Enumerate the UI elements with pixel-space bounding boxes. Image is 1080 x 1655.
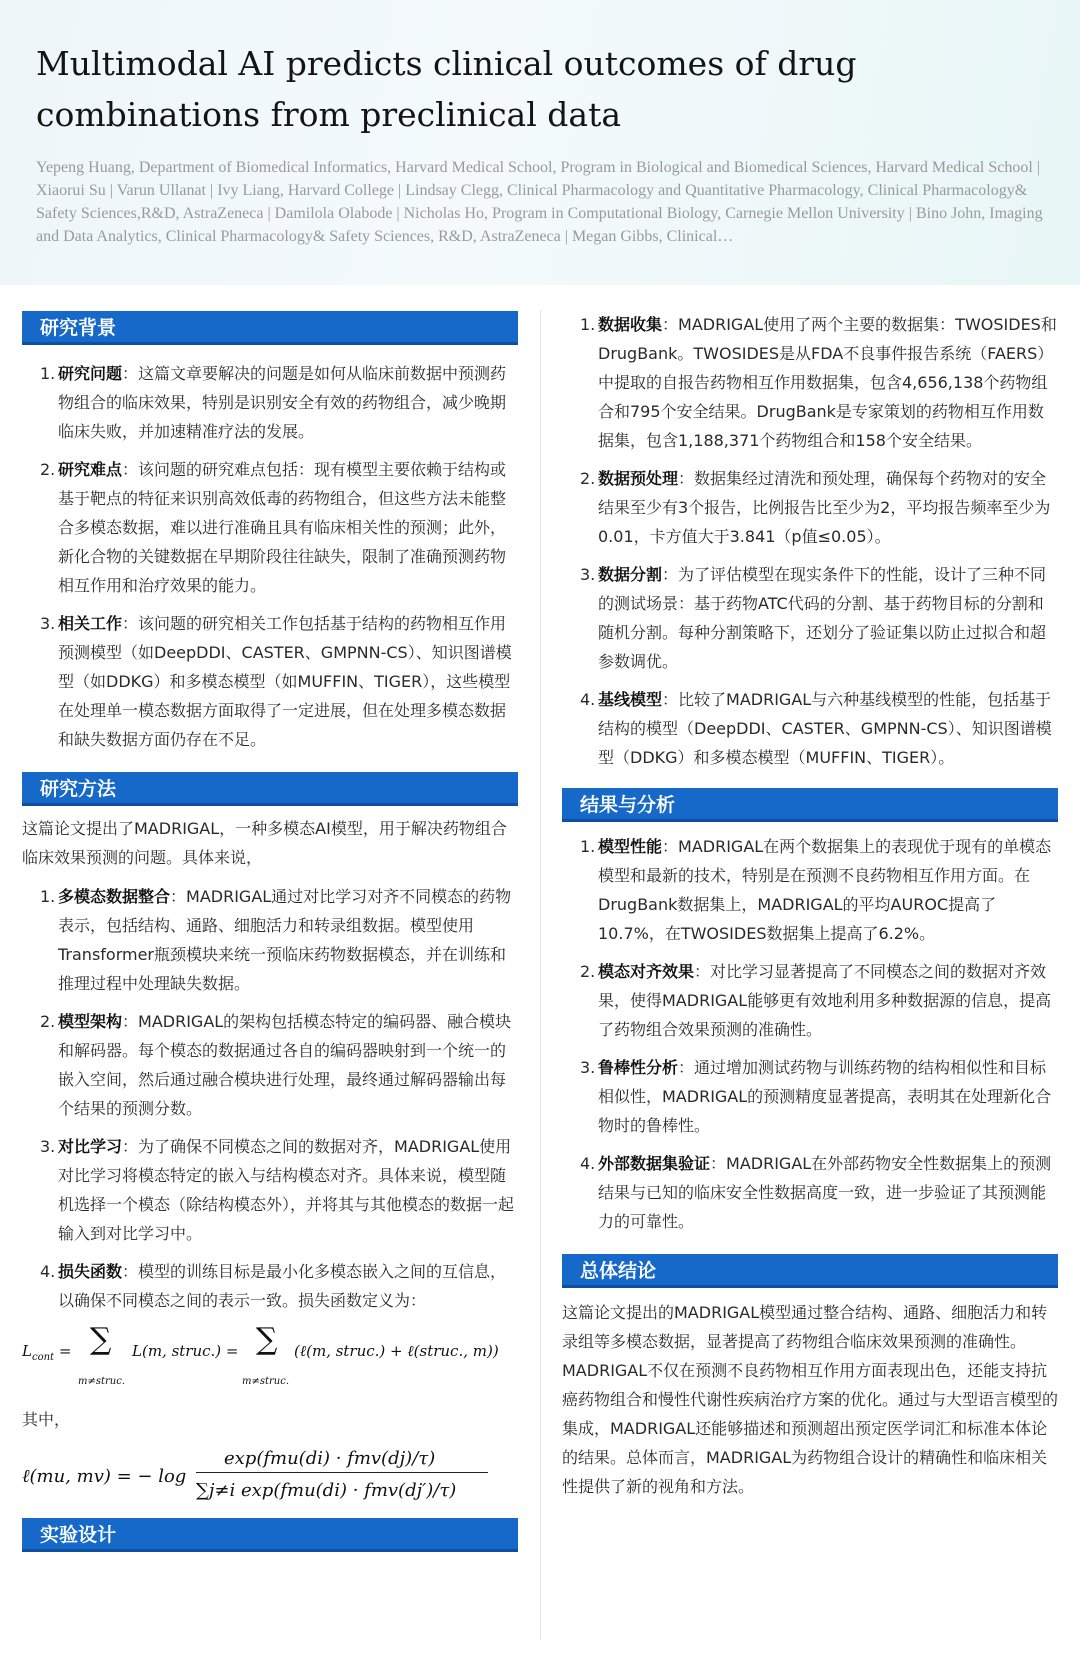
experiment-continued bbox=[562, 310, 1058, 772]
section-heading: 研究背景 bbox=[22, 311, 518, 345]
item-number: 2. bbox=[40, 1012, 56, 1031]
section-heading: 总体结论 bbox=[562, 1254, 1058, 1288]
list-item bbox=[22, 455, 518, 600]
formula-lhs-sub: cont bbox=[31, 1352, 55, 1363]
item-number: 4. bbox=[580, 1154, 596, 1173]
sum-symbol: ∑ bbox=[90, 1322, 112, 1357]
results-list bbox=[562, 832, 1058, 1236]
list-item bbox=[562, 1053, 1058, 1140]
list-item bbox=[562, 310, 1058, 455]
list-item bbox=[562, 832, 1058, 948]
section-methods bbox=[22, 772, 518, 1510]
item-label: 外部数据集验证 bbox=[598, 1154, 711, 1173]
list-item bbox=[562, 957, 1058, 1044]
item-label: 多模态数据整合 bbox=[58, 887, 171, 906]
list-item bbox=[562, 1149, 1058, 1236]
item-text: ：MADRIGAL使用了两个主要的数据集：TWOSIDES和DrugBank。TWOSIDES是从FDA不良事件报告系统（FAERS）中提取的自报告药物相互作用数据集，包含4,656,138个药物组合和795个安全结果。DrugBank是专家策划的药物相互作用数据集，包含1,188,371个药物组合和158个安全结果。 bbox=[598, 315, 1057, 450]
section-heading: 结果与分析 bbox=[562, 788, 1058, 822]
column-divider bbox=[540, 310, 541, 1640]
item-label: 模态对齐效果 bbox=[598, 962, 695, 981]
item-number: 2. bbox=[580, 962, 596, 981]
paper-title: Multimodal AI predicts clinical outcomes of drug combinations from preclinical data bbox=[36, 44, 857, 134]
item-text: ：比较了MADRIGAL与六种基线模型的性能，包括基于结构的模型（DeepDDI、CASTER、GMPNN-CS）、知识图谱模型（DDKG）和多模态模型（MUFFIN、TIGER）。 bbox=[598, 690, 1052, 767]
item-label: 数据分割 bbox=[598, 565, 663, 584]
list-item bbox=[22, 1257, 518, 1315]
contrastive-loss-formula bbox=[22, 1322, 518, 1389]
item-number: 3. bbox=[580, 1058, 596, 1077]
list-item bbox=[22, 1132, 518, 1248]
formula-eq: = bbox=[58, 1342, 72, 1360]
section-heading: 实验设计 bbox=[22, 1518, 518, 1552]
item-text: ：这篇文章要解决的问题是如何从临床前数据中预测药物组合的临床效果，特别是识别安全有效的药物组合，减少晚期临床失败，并加速精准疗法的发展。 bbox=[58, 364, 507, 441]
pairwise-loss-formula bbox=[22, 1440, 518, 1510]
formula-denominator: ∑j≠i exp(fmu(di) · fmv(dj′)/τ) bbox=[196, 1480, 457, 1501]
item-number: 4. bbox=[580, 690, 596, 709]
section-background bbox=[22, 311, 518, 754]
item-label: 研究难点 bbox=[58, 460, 123, 479]
formula-lhs: ℓ(mu, mv) = − log bbox=[22, 1466, 187, 1487]
item-label: 模型性能 bbox=[598, 837, 663, 856]
item-text: ：该问题的研究相关工作包括基于结构的药物相互作用预测模型（如DeepDDI、CASTER、GMPNN-CS）、知识图谱模型（如DDKG）和多模态模型（如MUFFIN、TIGER），这些模型在处理单一模态数据方面取得了一定进展，但在处理多模态数据和缺失数据方面仍存在不足。 bbox=[58, 614, 512, 749]
item-label: 数据预处理 bbox=[598, 469, 679, 488]
item-text: ：MADRIGAL的架构包括模态特定的编码器、融合模块和解码器。每个模态的数据通过各自的编码器映射到一个统一的嵌入空间，然后通过融合模块进行处理，最终通过解码器输出每个结果的预测分数。 bbox=[58, 1012, 512, 1118]
list-item bbox=[562, 560, 1058, 676]
item-number: 4. bbox=[40, 1262, 56, 1281]
item-text: ：为了确保不同模态之间的数据对齐，MADRIGAL使用对比学习将模态特定的嵌入与结构模态对齐。具体来说，模型随机选择一个模态（除结构模态外），并将其与其他模态的数据一起输入到对比学习中。 bbox=[58, 1137, 515, 1243]
sum-subscript: m≠struc. bbox=[78, 1376, 126, 1387]
list-item bbox=[22, 609, 518, 754]
item-label: 鲁棒性分析 bbox=[598, 1058, 679, 1077]
item-number: 1. bbox=[580, 315, 596, 334]
formula-term2: (ℓ(m, struc.) + ℓ(struc., m)) bbox=[294, 1342, 499, 1360]
fraction-bar bbox=[196, 1472, 488, 1473]
item-label: 数据收集 bbox=[598, 315, 663, 334]
background-list bbox=[22, 359, 518, 754]
item-number: 2. bbox=[580, 469, 596, 488]
item-label: 模型架构 bbox=[58, 1012, 123, 1031]
item-text: ：对比学习显著提高了不同模态之间的数据对齐效果，使得MADRIGAL能够更有效地利用多种数据源的信息，提高了药物组合效果预测的准确性。 bbox=[598, 962, 1052, 1039]
list-item bbox=[22, 359, 518, 446]
item-label: 研究问题 bbox=[58, 364, 123, 383]
left-column bbox=[22, 311, 518, 1552]
experiment-list bbox=[562, 310, 1058, 772]
item-number: 1. bbox=[40, 887, 56, 906]
item-text: ：模型的训练目标是最小化多模态嵌入之间的互信息，以确保不同模态之间的表示一致。损失函数定义为： bbox=[58, 1262, 507, 1310]
item-number: 1. bbox=[580, 837, 596, 856]
where-text: 其中， bbox=[22, 1410, 71, 1429]
poster-header bbox=[0, 0, 1080, 285]
item-text: ：数据集经过清洗和预处理，确保每个药物对的安全结果至少有3个报告，比例报告比至少为2，平均报告频率至少为0.01，卡方值大于3.841（p值≤0.05）。 bbox=[598, 469, 1051, 546]
list-item bbox=[562, 685, 1058, 772]
formula-term1: L(m, struc.) = bbox=[132, 1342, 239, 1360]
item-number: 3. bbox=[580, 565, 596, 584]
section-heading: 研究方法 bbox=[22, 772, 518, 806]
item-label: 基线模型 bbox=[598, 690, 663, 709]
item-text: ：通过增加测试药物与训练药物的结构相似性和目标相似性，MADRIGAL的预测精度显著提高，表明其在处理新化合物时的鲁棒性。 bbox=[598, 1058, 1052, 1135]
item-text: ：MADRIGAL在外部药物安全性数据集上的预测结果与已知的临床安全性数据高度一致，进一步验证了其预测能力的可靠性。 bbox=[598, 1154, 1052, 1231]
formula-lhs: L bbox=[22, 1342, 32, 1360]
item-number: 2. bbox=[40, 460, 56, 479]
list-item bbox=[22, 1007, 518, 1123]
section-experiment bbox=[22, 1518, 518, 1552]
right-column bbox=[562, 310, 1058, 1501]
methods-list bbox=[22, 882, 518, 1315]
item-text: ：MADRIGAL在两个数据集上的表现优于现有的单模态模型和最新的技术，特别是在预测不良药物相互作用方面。在DrugBank数据集上，MADRIGAL的平均AUROC提高了10.7%，在TWOSIDES数据集上提高了6.2%。 bbox=[598, 837, 1052, 943]
section-conclusion bbox=[562, 1254, 1058, 1501]
item-label: 损失函数 bbox=[58, 1262, 123, 1281]
item-label: 相关工作 bbox=[58, 614, 123, 633]
author-list: Yepeng Huang, Department of Biomedical Informatics, Harvard Medical School, Program in Biological and Biomedical Sciences, Harvard Medical School | Xiaorui Su | Varun Ullanat | Ivy Liang, Harvard College | Lindsay Clegg, Clinical Pharmacology and Quantitative Pharmacology, Clinical Pharmacology& Safety Sciences,R&D, AstraZeneca | Damilola Olabode | Nicholas Ho, Program in Computational Biology, Carnegie Mellon University | Bino John, Imaging and Data Analytics, Clinical Pharmacology& Safety Sciences, R&D, AstraZeneca | Megan Gibbs, Clinical… bbox=[36, 159, 1043, 245]
item-number: 1. bbox=[40, 364, 56, 383]
list-item bbox=[22, 882, 518, 998]
item-number: 3. bbox=[40, 1137, 56, 1156]
list-item bbox=[562, 464, 1058, 551]
section-results bbox=[562, 788, 1058, 1236]
sum-subscript: m≠struc. bbox=[242, 1376, 290, 1387]
sum-symbol: ∑ bbox=[256, 1322, 278, 1357]
item-number: 3. bbox=[40, 614, 56, 633]
conclusion-text: 这篇论文提出的MADRIGAL模型通过整合结构、通路、细胞活力和转录组等多模态数据，显著提高了药物组合临床效果预测的准确性。MADRIGAL不仅在预测不良药物相互作用方面表现出色，还能支持抗癌药物组合和慢性代谢性疾病治疗方案的优化。通过与大型语言模型的集成，MADRIGAL还能够描述和预测超出预定医学词汇和标准本体论的结果。总体而言，MADRIGAL为药物组合设计的精确性和临床相关性提供了新的视角和方法。 bbox=[562, 1303, 1059, 1496]
item-text: ：该问题的研究难点包括：现有模型主要依赖于结构或基于靶点的特征来识别高效低毒的药物组合，但这些方法未能整合多模态数据，难以进行准确且具有临床相关性的预测；此外，新化合物的关键数据在早期阶段往往缺失，限制了准确预测药物相互作用和治疗效果的能力。 bbox=[58, 460, 507, 595]
formula-numerator: exp(fmu(di) · fmv(dj)/τ) bbox=[224, 1448, 436, 1469]
methods-intro: 这篇论文提出了MADRIGAL，一种多模态AI模型，用于解决药物组合临床效果预测的问题。具体来说， bbox=[22, 819, 507, 867]
item-text: ：MADRIGAL通过对比学习对齐不同模态的药物表示，包括结构、通路、细胞活力和转录组数据。模型使用Transformer瓶颈模块来统一预临床药物数据模态，并在训练和推理过程中处理缺失数据。 bbox=[58, 887, 512, 993]
item-label: 对比学习 bbox=[58, 1137, 123, 1156]
item-text: ：为了评估模型在现实条件下的性能，设计了三种不同的测试场景：基于药物ATC代码的分割、基于药物目标的分割和随机分割。每种分割策略下，还划分了验证集以防止过拟合和超参数调优。 bbox=[598, 565, 1047, 671]
